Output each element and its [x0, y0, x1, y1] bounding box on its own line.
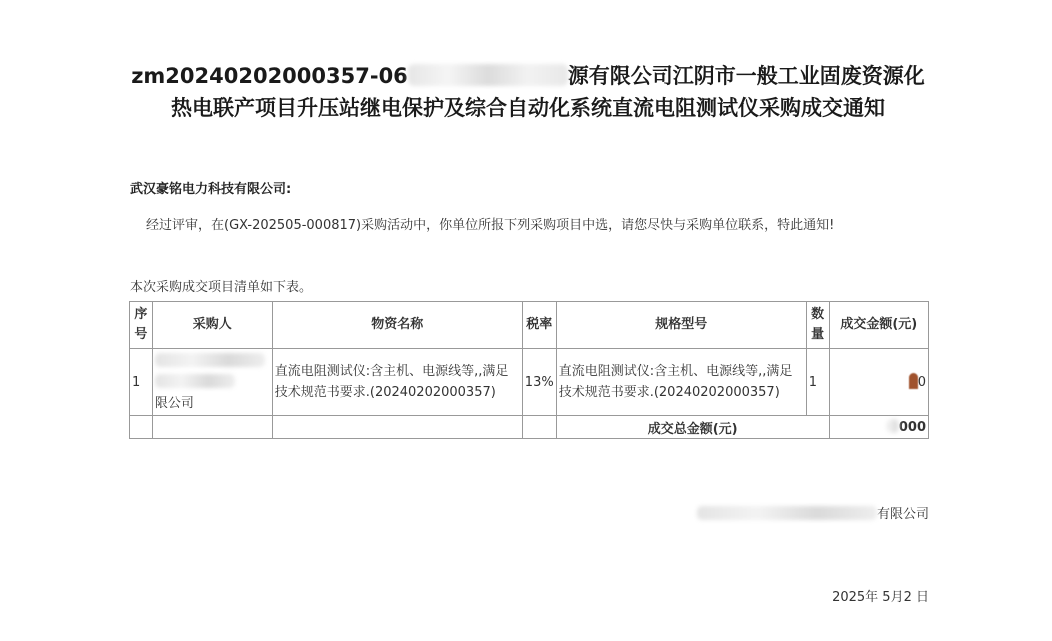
header-tax: 税率 [522, 302, 556, 349]
header-spec: 规格型号 [556, 302, 806, 349]
signer-text: 有限公司 [876, 507, 929, 522]
redacted-region [697, 506, 877, 520]
notice-title [128, 60, 928, 124]
total-label: 成交总金额(元) [556, 416, 829, 439]
header-item-name: 物资名称 [272, 302, 522, 349]
cell-buyer-text: 限公司 [154, 395, 194, 411]
cell-empty [272, 416, 522, 439]
header-seq: 序号 [130, 302, 153, 349]
redacted-region [887, 419, 899, 433]
cell-amount-text: 0 [917, 374, 926, 390]
issue-date: 2025年 5月2 日 [832, 590, 929, 605]
signer [697, 503, 929, 522]
header-qty: 数量 [806, 302, 829, 349]
header-buyer: 采购人 [152, 302, 272, 349]
redacted-region [155, 374, 235, 388]
cell-seq: 1 [130, 349, 153, 416]
notice-body: 经过评审，在(GX-202505-000817)采购活动中，你单位所报下列采购项目中选，请您尽快与采购单位联系，特此通知! [146, 218, 835, 233]
table-header-row [130, 302, 929, 349]
cell-empty [152, 416, 272, 439]
title-text: 源有限公司江阴市一般工业固废资源化热电联产项目升压站继电保护及综合自动化系统直流电阻测试仪采购成交通知 [171, 64, 925, 120]
table-row [130, 349, 929, 416]
title-code: zm20240202000357-06 [131, 64, 408, 88]
cell-empty [522, 416, 556, 439]
cell-empty [130, 416, 153, 439]
cell-tax: 13% [522, 349, 556, 416]
header-amount: 成交金额(元) [829, 302, 928, 349]
recipient-name: 武汉豪铭电力科技有限公司: [130, 182, 292, 197]
total-amount [829, 416, 928, 439]
cell-item-name: 直流电阻测试仪:含主机、电源线等,,满足技术规范书要求.(20240202000357) [272, 349, 522, 416]
cell-buyer [152, 349, 272, 416]
award-table [129, 301, 929, 439]
total-amount-text: 000 [898, 420, 926, 435]
table-total-row [130, 416, 929, 439]
redacted-region [909, 373, 918, 389]
cell-qty: 1 [806, 349, 829, 416]
cell-amount [829, 349, 928, 416]
table-intro: 本次采购成交项目清单如下表。 [130, 280, 313, 295]
redacted-region [408, 64, 568, 86]
cell-spec: 直流电阻测试仪:含主机、电源线等,,满足技术规范书要求.(20240202000357) [556, 349, 806, 416]
redacted-region [155, 353, 265, 367]
